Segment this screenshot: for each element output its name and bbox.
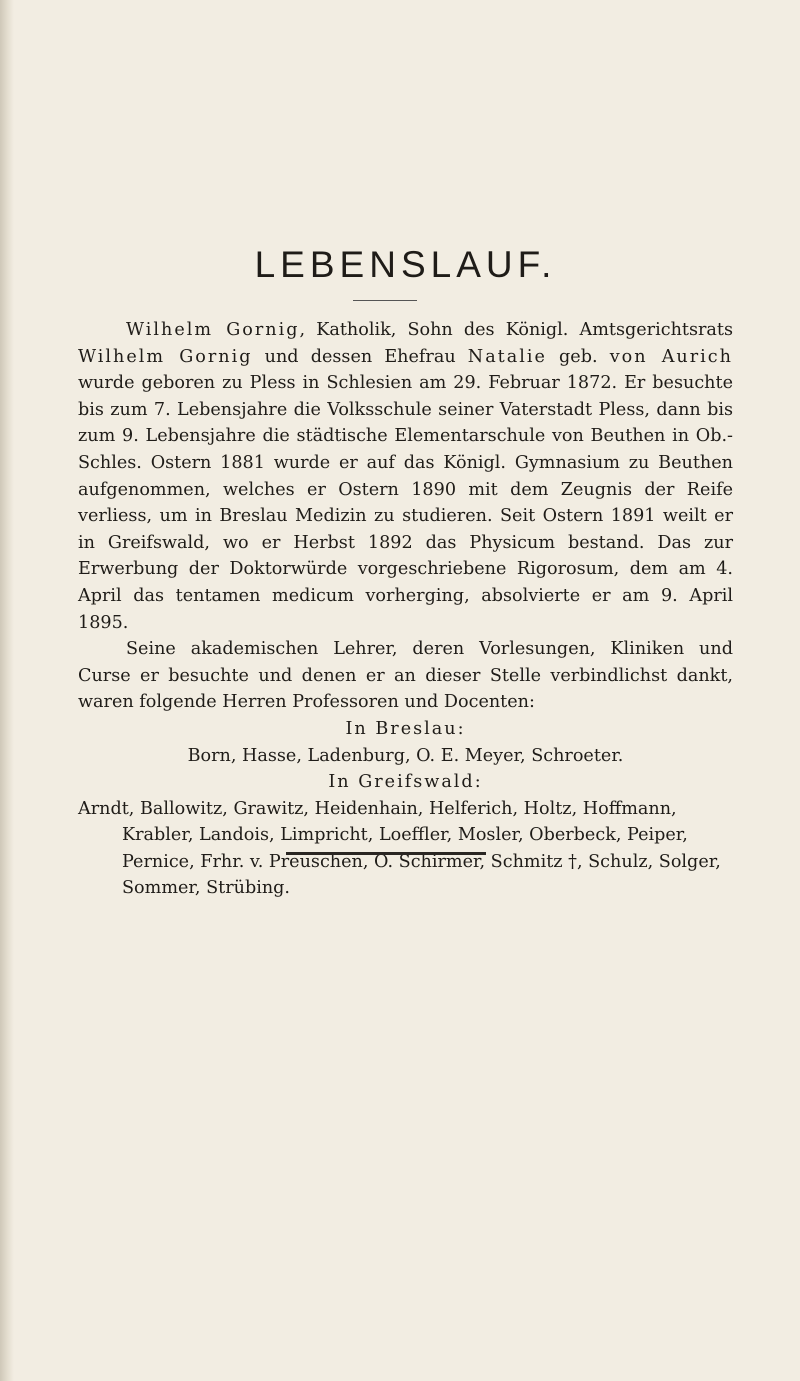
- page-edge-shadow: [0, 0, 14, 1381]
- greifswald-teachers: Arndt, Ballowitz, Grawitz, Heidenhain, Helferich, Holtz, Hoffmann, Krabler, Landois, Limpricht, Loeffler, Mosler, Oberbeck, Peiper, Pernice, Frhr. v. Preuschen, O. Schirmer, Schmitz †, Schulz, Solger, Sommer, Strübing.: [78, 798, 721, 899]
- intro-text-1: , Katholik, Sohn des Königl. Amtsgerichtsrats: [299, 320, 733, 340]
- document-page: [78, 0, 733, 1381]
- biography-text: [78, 317, 733, 902]
- intro-text-2: und dessen Ehefrau: [252, 346, 468, 367]
- teachers-paragraph: Seine akademischen Lehrer, deren Vorlesungen, Kliniken und Curse er besuchte und denen er an dieser Stelle verbindlichst dankt, waren folgende Herren Professoren und Docenten:: [78, 639, 733, 713]
- mother-first-name: Natalie: [467, 346, 547, 367]
- father-name: Wilhelm Gornig: [78, 346, 253, 367]
- greifswald-heading: In Greifswald:: [328, 772, 483, 793]
- closing-rule: [286, 852, 486, 855]
- page-title: LEBENSLAUF.: [254, 244, 557, 285]
- intro-text-4: wurde geboren zu Pless in Schlesien am 29. Februar 1872. Er besuchte bis zum 7. Lebensjahre die Volksschule seiner Vaterstadt Pless, dann bis zum 9. Lebensjahre die städtische Elementarschule von Beuthen in Ob.-Schles. Ostern 1881 wurde er auf das Königl. Gymnasium zu Beuthen aufgenommen, welches er Ostern 1890 mit dem Zeugnis der Reife verliess, um in Breslau Medizin zu studieren. Seit Ostern 1891 weilt er in Greifswald, wo er Herbst 1892 das Physicum bestand. Das zur Erwerbung der Doktorwürde vorgeschriebene Rigorosum, dem am 4. April das tentamen medicum vorherging, absolvierte er am 9. April 1895.: [78, 373, 733, 633]
- mother-maiden-name: von Aurich: [609, 346, 733, 367]
- breslau-heading: In Breslau:: [345, 718, 466, 739]
- intro-text-3: geb.: [546, 346, 610, 367]
- title-divider: [353, 300, 417, 301]
- intro-paragraph: [78, 317, 733, 636]
- breslau-teachers: Born, Hasse, Ladenburg, O. E. Meyer, Schroeter.: [187, 745, 624, 766]
- subject-name: Wilhelm Gornig: [126, 320, 300, 340]
